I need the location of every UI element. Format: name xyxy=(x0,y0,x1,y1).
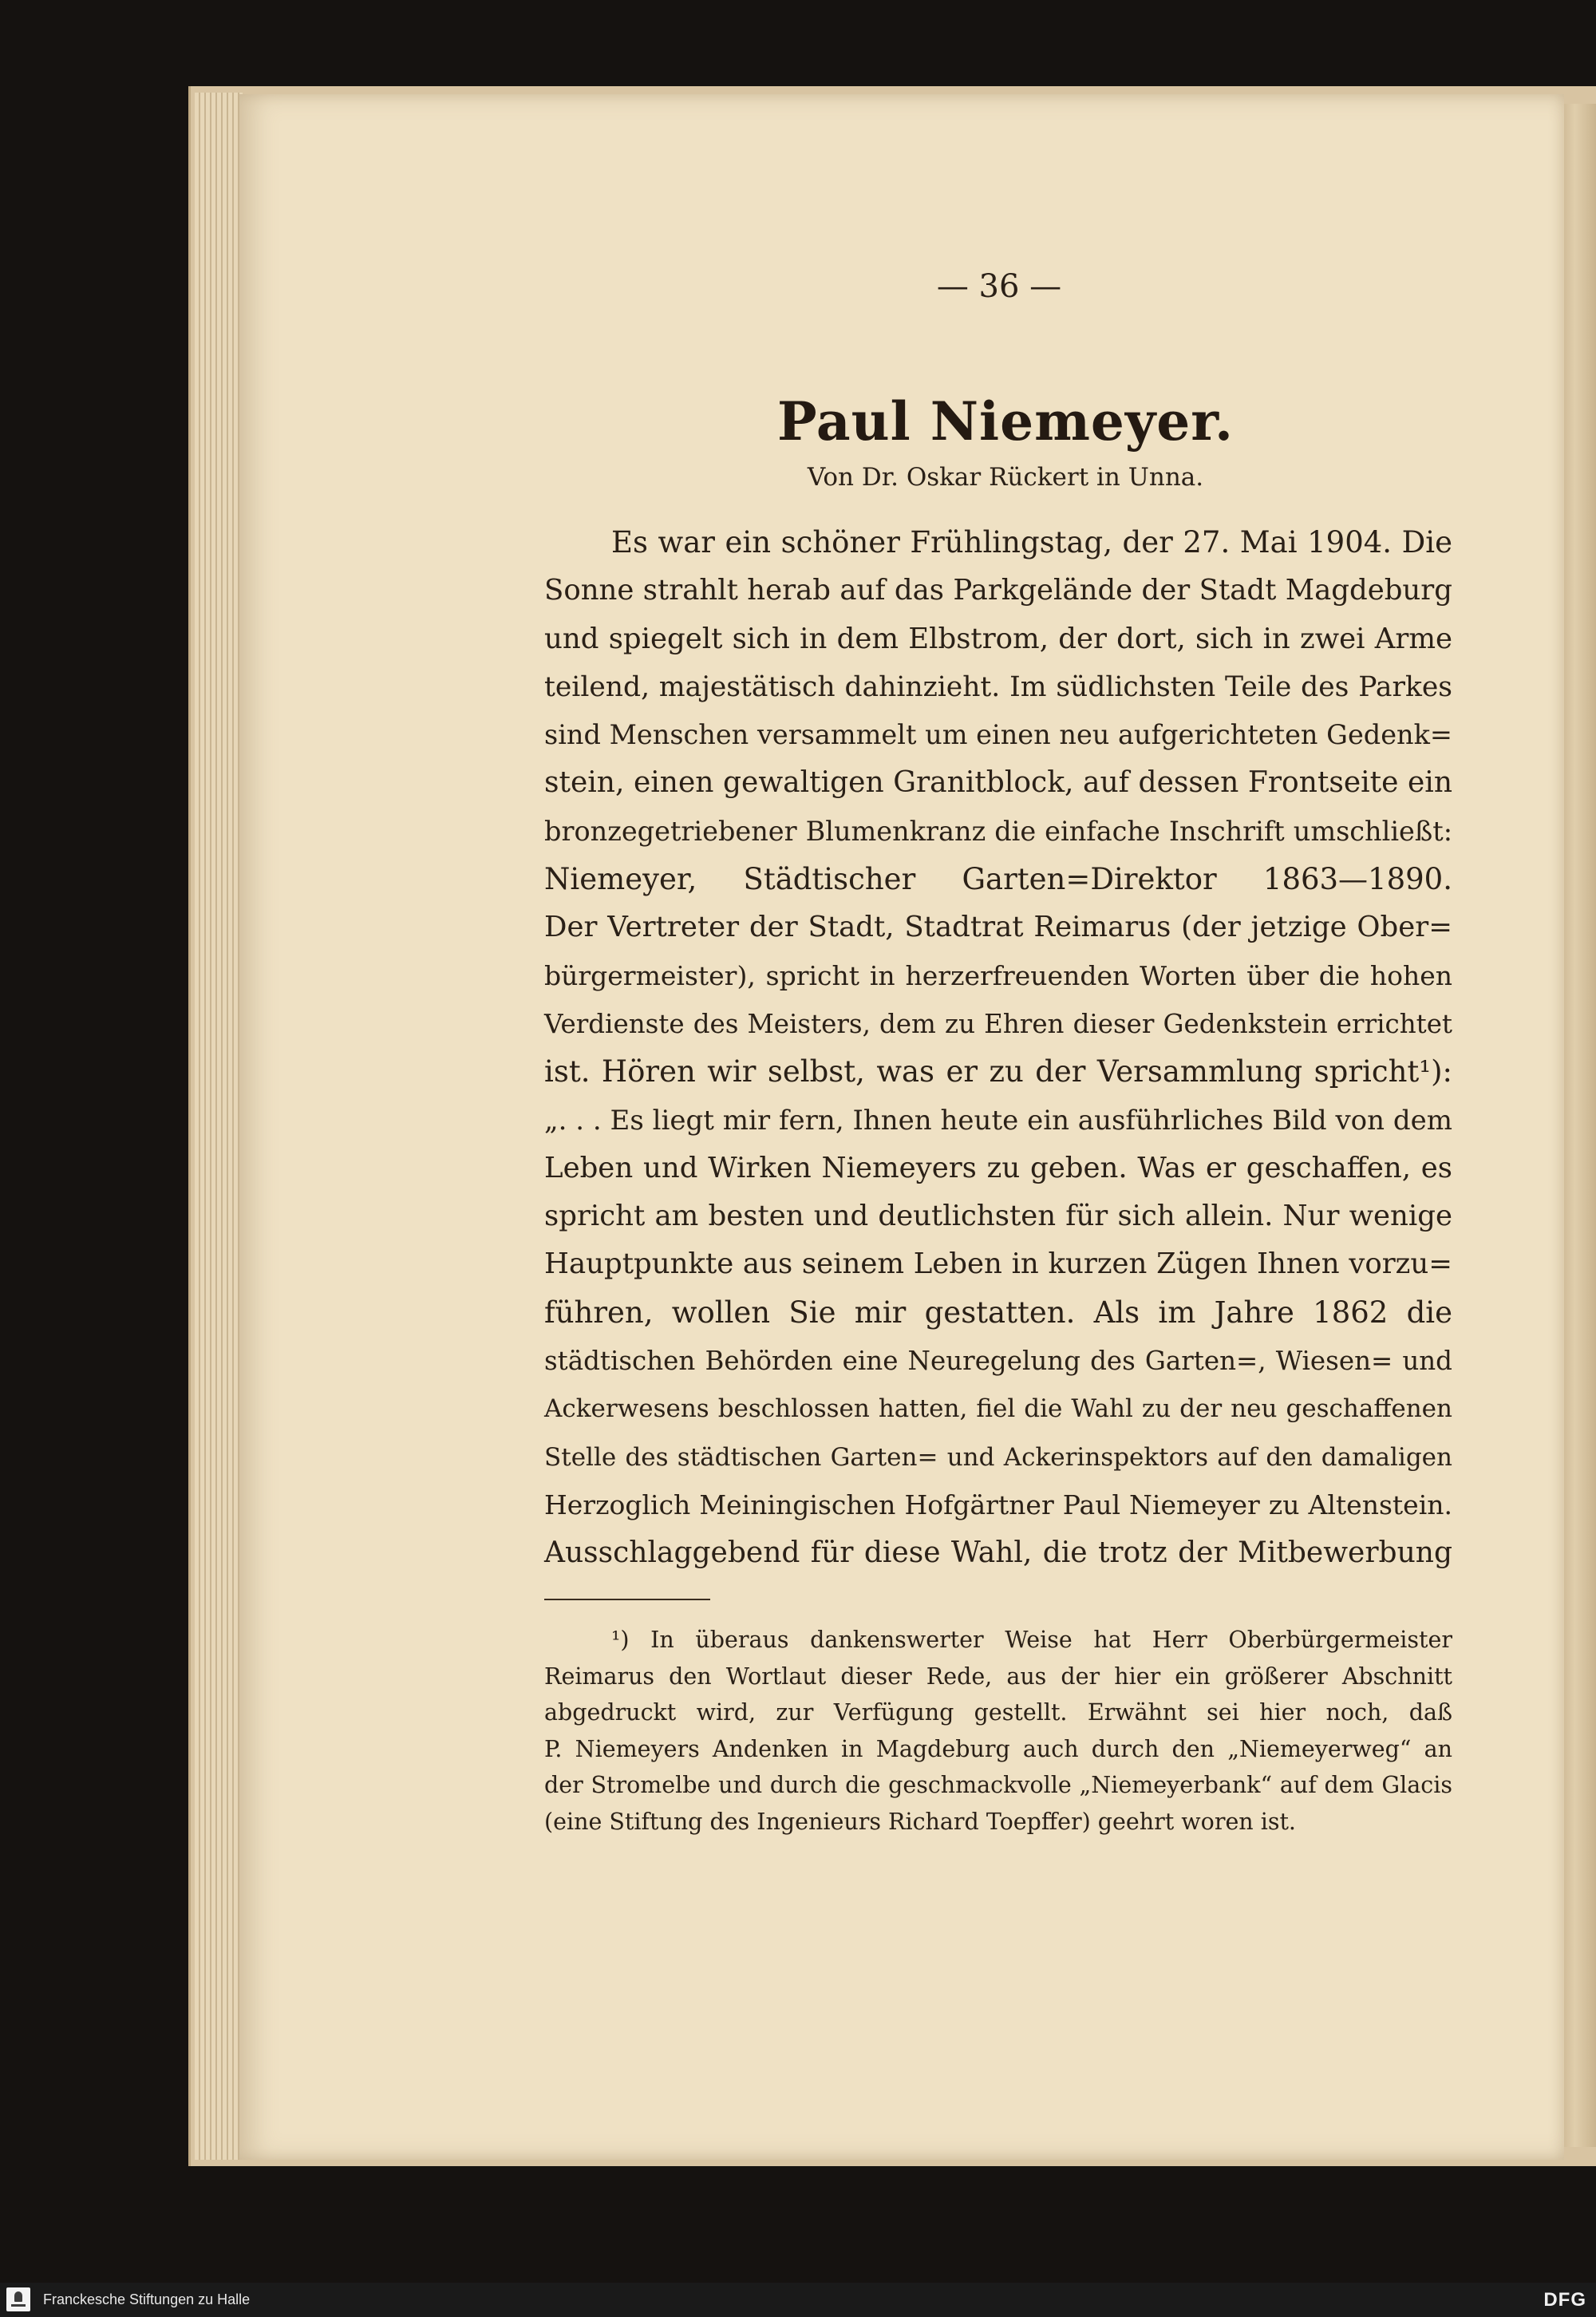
footnote-line: P. Niemeyers Andenken in Magdeburg auch durch den „Niemeyerweg“ an xyxy=(544,1735,1452,1762)
footnote-line: der Stromelbe und durch die geschmackvolle „Niemeyerbank“ auf dem Glacis xyxy=(544,1772,1452,1798)
footnote-line: Reimarus den Wortlaut dieser Rede, aus der hier ein größerer Abschnitt xyxy=(544,1663,1452,1690)
footnote-line: (eine Stiftung des Ingenieurs Richard Toepffer) geehrt woren ist. xyxy=(544,1808,1296,1835)
body-line: Leben und Wirken Niemeyers zu geben. Was er geschaffen, es xyxy=(544,1151,1452,1184)
body-line: Herzoglich Meiningischen Hofgärtner Paul Niemeyer zu Altenstein. xyxy=(544,1489,1452,1520)
body-line: Ausschlaggebend für diese Wahl, die trotz der Mitbewerbung xyxy=(544,1536,1452,1570)
body-line: Verdienste des Meisters, dem zu Ehren dieser Gedenkstein errichtet xyxy=(544,1008,1452,1039)
body-line: sind Menschen versammelt um einen neu aufgerichteten Gedenk= xyxy=(544,719,1452,751)
body-line: stein, einen gewaltigen Granitblock, auf dessen Frontseite ein xyxy=(544,766,1452,800)
body-line: bronzegetriebener Blumenkranz die einfache Inschrift umschließt: xyxy=(544,815,1452,847)
footnote-line: abgedruckt wird, zur Verfügung gestellt. Erwähnt sei hier noch, daß xyxy=(544,1699,1452,1726)
institution-logo-icon xyxy=(6,2287,30,2311)
body-line: ist. Hören wir selbst, was er zu der Versammlung spricht¹): xyxy=(544,1054,1452,1089)
body-line: Der Vertreter der Stadt, Stadtrat Reimarus (der jetzige Ober= xyxy=(544,911,1452,944)
article-byline: Von Dr. Oskar Rückert in Unna. xyxy=(807,463,1204,492)
body-line: teilend, majestätisch dahinzieht. Im südlichsten Teile des Parkes xyxy=(544,670,1452,703)
footnote-divider xyxy=(544,1599,710,1600)
body-line: Ackerwesens beschlossen hatten, fiel die Wahl zu der neu geschaffenen xyxy=(544,1394,1452,1424)
body-line: Stelle des städtischen Garten= und Ackerinspektors auf den damaligen xyxy=(544,1442,1452,1472)
page-stack-edges xyxy=(195,93,243,2160)
body-line: Hauptpunkte aus seinem Leben in kurzen Zügen Ihnen vorzu= xyxy=(544,1247,1452,1281)
body-line: Sonne strahlt herab auf das Parkgelände der Stadt Magdeburg xyxy=(544,574,1452,607)
body-line: „. . . Es liegt mir fern, Ihnen heute ein ausführliches Bild von dem xyxy=(544,1104,1452,1137)
footnote xyxy=(544,1622,1452,1840)
article-title: Paul Niemeyer. xyxy=(777,390,1234,453)
body-line: und spiegelt sich in dem Elbstrom, der dort, sich in zwei Arme xyxy=(544,622,1452,655)
body-line: Es war ein schöner Frühlingstag, der 27. Mai 1904. Die xyxy=(611,525,1452,559)
footnote-line: ¹) In überaus dankenswerter Weise hat Herr Oberbürgermeister xyxy=(611,1627,1452,1653)
body-line: Niemeyer, Städtischer Garten=Direktor 1863—1890. xyxy=(544,862,1452,897)
dfg-logo: DFG xyxy=(1543,2289,1586,2311)
body-line: spricht am besten und deutlichsten für sich allein. Nur wenige xyxy=(544,1200,1452,1233)
body-line: bürgermeister), spricht in herzerfreuenden Worten über die hohen xyxy=(544,959,1452,991)
body-line: führen, wollen Sie mir gestatten. Als im Jahre 1862 die xyxy=(544,1295,1452,1330)
next-page-edge xyxy=(1561,104,1596,2147)
body-text xyxy=(544,519,1452,1578)
body-line: städtischen Behörden eine Neuregelung des Garten=, Wiesen= und xyxy=(544,1346,1452,1377)
viewer-footer-bar xyxy=(0,2283,1596,2317)
page-number: — 36 — xyxy=(936,268,1062,305)
institution-name: Franckesche Stiftungen zu Halle xyxy=(43,2291,251,2307)
